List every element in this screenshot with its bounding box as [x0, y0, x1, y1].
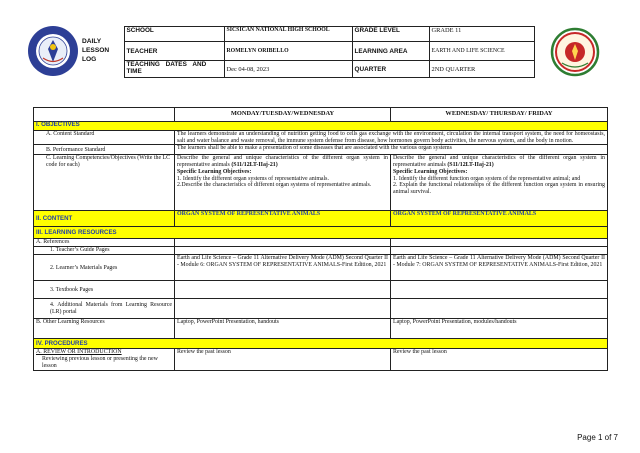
- additional-materials-col2: [391, 299, 608, 319]
- competency-code: (S11/12LT-IIaj-21): [231, 162, 278, 169]
- school-value: SICSICAN NATIONAL HIGH SCHOOL: [224, 27, 352, 42]
- competencies-col2: [391, 155, 608, 211]
- dll-title-line-3: LOG: [82, 56, 97, 63]
- corner-cell: [34, 108, 175, 122]
- content-standard-label: A. Content Standard: [34, 131, 175, 145]
- additional-materials-col1: [175, 299, 391, 319]
- competency-intro: Describe the general and unique characteristics of the different organ system in representative animals: [177, 155, 388, 169]
- grade-level-label: GRADE LEVEL: [352, 27, 429, 42]
- references-col1: [175, 239, 391, 247]
- competency-intro: Describe the general and unique characteristics of the different organ system in representative animals: [393, 155, 605, 169]
- teachers-guide-col2: [391, 247, 608, 255]
- review-introduction-label: [34, 349, 175, 371]
- competencies-col1: [175, 155, 391, 211]
- section-content: II. CONTENT: [34, 211, 175, 227]
- review-introduction-title: A. REVIEW OR INTRODUCTION: [36, 349, 122, 356]
- other-resources-col1: Laptop, PowerPoint Presentation, handouts: [175, 319, 391, 339]
- column-header-mon-wed: MONDAY/TUESDAY/WEDNESDAY: [175, 108, 391, 122]
- header-table: [26, 26, 606, 78]
- specific-objectives-title: Specific Learning Objectives:: [177, 168, 252, 175]
- competencies-label: C. Learning Competencies/Objectives (Write the LC code for each): [34, 155, 175, 211]
- teacher-label: TEACHER: [124, 42, 224, 61]
- content-col2: ORGAN SYSTEM OF REPRESENTATIVE ANIMALS: [391, 211, 608, 227]
- review-introduction-desc: Reviewing previous lesson or presenting the new lesson: [42, 356, 158, 369]
- dll-main-table: [33, 107, 608, 371]
- teaching-dates-value: Dec 04-08, 2023: [224, 61, 352, 78]
- teacher-value: ROMELYN ORIBELLO: [224, 42, 352, 61]
- review-col1: Review the past lesson: [175, 349, 391, 371]
- teaching-dates-label: TEACHING DATES AND TIME: [124, 61, 224, 78]
- textbook-pages-col1: [175, 281, 391, 299]
- section-procedures: IV. PROCEDURES: [34, 339, 608, 349]
- references-label: A. References: [34, 239, 175, 247]
- additional-materials-label: 4. Additional Materials from Learning Resource (LR) portal: [34, 299, 175, 319]
- page-number: Page 1 of 7: [577, 433, 618, 442]
- section-objectives: I. OBJECTIVES: [34, 122, 608, 131]
- objective-1: 1. Identify the different function organ system of the representative animal; and: [393, 175, 581, 182]
- competency-code: (S11/12LT-IIaj-21): [447, 162, 494, 169]
- other-resources-label: B. Other Learning Resources: [34, 319, 175, 339]
- content-col1: ORGAN SYSTEM OF REPRESENTATIVE ANIMALS: [175, 211, 391, 227]
- grade-level-value: GRADE 11: [429, 27, 534, 42]
- section-learning-resources: III. LEARNING RESOURCES: [34, 227, 608, 239]
- specific-objectives-title: Specific Learning Objectives:: [393, 168, 468, 175]
- teachers-guide-col1: [175, 247, 391, 255]
- school-logo: [548, 27, 602, 77]
- dll-title-line-1: DAILY: [82, 38, 102, 45]
- performance-standard-text: The learners shall be able to make a presentation of some diseases that are associated with the various organ systems: [175, 145, 608, 155]
- learners-materials-label: 2. Learner’s Materials Pages: [34, 255, 175, 281]
- objective-2: 2.Describe the characteristics of different organ systems of representative animals.: [177, 182, 372, 189]
- content-standard-text: The learners demonstrate an understanding of nutrition getting food to cells gas exchange with the environment, circulation the internal transport system, the need for homeostasis, salt and water balance and waste removal, the immune system defense from disease, how hormones govern body activities, the nervous system, and the body in motion.: [175, 131, 608, 145]
- learners-materials-col2: Earth and Life Science – Grade 11 Alternative Delivery Mode (ADM) Second Quarter II - Module 7: ORGAN SYSTEM OF REPRESENTATIVE ANIMALS-First Edition, 2021: [391, 255, 608, 281]
- teachers-guide-label: 1. Teacher’s Guide Pages: [34, 247, 175, 255]
- quarter-label: QUARTER: [352, 61, 429, 78]
- learning-area-value: EARTH AND LIFE SCIENCE: [429, 42, 534, 61]
- learning-area-label: LEARNING AREA: [352, 42, 429, 61]
- references-col2: [391, 239, 608, 247]
- dll-title-line-2: LESSON: [82, 47, 110, 54]
- school-label: SCHOOL: [124, 27, 224, 42]
- other-resources-col2: Laptop, PowerPoint Presentation, modules/handouts: [391, 319, 608, 339]
- objective-2: 2. Explain the functional relationships of the different function organ system in ensuring animal survival.: [393, 182, 605, 195]
- performance-standard-label: B. Performance Standard: [34, 145, 175, 155]
- textbook-pages-label: 3. Textbook Pages: [34, 281, 175, 299]
- quarter-value: 2ND QUARTER: [429, 61, 534, 78]
- header-logo-cell: [26, 27, 124, 78]
- learners-materials-col1: Earth and Life Science – Grade 11 Alternative Delivery Mode (ADM) Second Quarter II - Module 6: ORGAN SYSTEM OF REPRESENTATIVE ANIMALS-First Edition, 2021: [175, 255, 391, 281]
- textbook-pages-col2: [391, 281, 608, 299]
- review-col2: Review the past lesson: [391, 349, 608, 371]
- dll-title: [82, 37, 109, 64]
- column-header-wed-fri: WEDNESDAY/ THURSDAY/ FRIDAY: [391, 108, 608, 122]
- objective-1: 1. Identify the different organ systems of representative animals.: [177, 175, 329, 182]
